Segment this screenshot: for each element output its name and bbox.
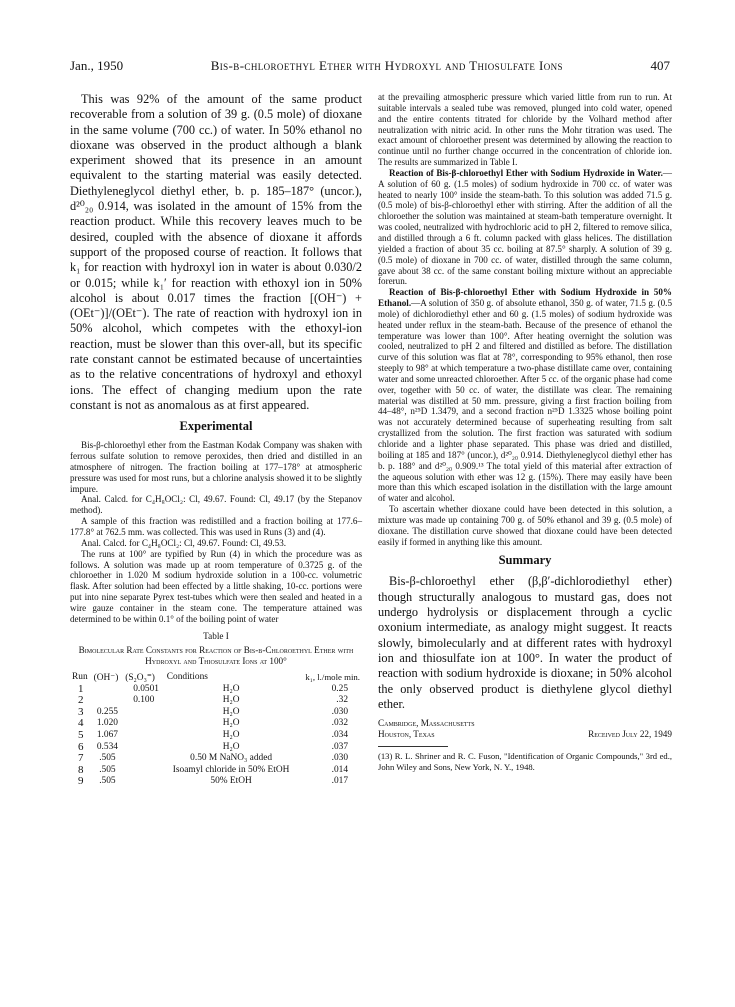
- continuation-paragraph: at the prevailing atmospheric pressure which varied little from run to run. At suitable intervals a sealed tube was removed, plunged into cold water, opened and the entire contents titrated for chloride by the Volhard method after neutralization with nitric acid. In other runs the Mohr titration was used. The exact amount of chloroether present was determined by allowing the reaction to continue until no further change occurred in the concentration of chloride ion. The results are summarized in Table I.: [378, 92, 672, 168]
- col-run: Run: [72, 672, 88, 683]
- header-date: Jan., 1950: [70, 58, 124, 73]
- cell-run: 7: [78, 752, 84, 765]
- col-oh: (OH⁻): [93, 672, 119, 683]
- cell-conditions: H₂O: [222, 741, 240, 752]
- cell-oh: .505: [99, 776, 116, 787]
- redistill-paragraph: A sample of this fraction was redistilled and a fraction boiling at 177.6–177.8° at 762.5 mm. was collected. This was used in Runs (3) and (4).: [70, 516, 362, 537]
- cell-oh: [92, 695, 124, 707]
- cell-k1: .32: [336, 695, 348, 706]
- cell-k1: .032: [331, 718, 348, 729]
- cell-oh: [92, 684, 124, 696]
- cell-conditions: H₂O: [222, 683, 240, 694]
- address-line-2: Houston, Texas: [378, 729, 435, 740]
- table-description: Bimolecular Rate Constants for Reaction of Bis-β-Chloroethyl Ether with Hydroxyl and Thiosulfate Ions at 100°: [78, 644, 354, 666]
- rate-constants-table: [70, 671, 362, 788]
- ethanol-reaction-body: —A solution of 350 g. of absolute ethanol, 350 g. of water, 71.5 g. (0.5 mole) of dichlorodiethyl ether and 60 g. (1.5 moles) of sodium hydroxide was heated under reflux in the steam-bath. Because of the presence of ethanol the temperature was lower than 100°. After heating overnight the solution was cooled, neutralized to pH 2 and filtered and distilled as before. The distillation curve of this solution was flat at 78°, corresponding to 95% ethanol, then rose steeply to 98° at which temperature a two-phase distillate came over, containing water and some unreacted chloroether. After 5 cc. of the organic phase had come over, together with 50 cc. of water, the distillate was clear. The remaining material was distilled at 50 mm. pressure, giving a first fraction boiling from 44–48°, n²⁵D 1.3479, and a second fraction n²⁵D 1.3325 whose boiling point was not accurately determined because of superheating resulting from salt crystallized from the solution. The first fraction was saturated with sodium chloride and a lighter phase separated. This phase was dried and distilled, boiling at 185 and 187° (uncor.), d²⁰₂₀ 0.914. Diethyleneglycol diethyl ether has b. p. 188° and d²⁰₂₀ 0.909.¹³ The total yield of this material after extraction of the aqueous solution with ether was 12 g. (15%). There may easily have been more than this which escaped isolation in the distillation with the large amount of water and alcohol.: [378, 298, 672, 504]
- col-s2o3: (S₂O₃⁼): [125, 672, 155, 683]
- right-column: [378, 92, 672, 772]
- table-row: [70, 776, 362, 788]
- table-row: [70, 695, 362, 707]
- cell-oh: .505: [99, 753, 116, 764]
- cell-conditions: 50% EtOH: [210, 776, 252, 787]
- cell-k1: .030: [331, 706, 348, 717]
- cell-s2o3: [123, 776, 165, 788]
- cell-run: 1: [78, 682, 84, 695]
- cell-run: 5: [78, 728, 84, 741]
- table-row: [70, 730, 362, 742]
- page-number: 407: [650, 58, 670, 73]
- cell-run: 9: [78, 775, 84, 788]
- water-reaction-title: Reaction of Bis-β-chloroethyl Ether with Sodium Hydroxide in Water.: [389, 167, 663, 178]
- materials-paragraph: Bis-β-chloroethyl ether from the Eastman Kodak Company was shaken with ferrous sulfate solution to remove peroxides, then dried and distilled in an atmosphere of nitrogen. The fraction boiling at 177–178° at atmospheric pressure was used for most runs, but a chlorine analysis showed it to be slightly impure.: [70, 440, 362, 494]
- cell-s2o3: [123, 765, 165, 777]
- summary-heading: Summary: [498, 553, 552, 568]
- cell-run: 3: [78, 705, 84, 718]
- address-row-2: [378, 729, 672, 740]
- table-row: [70, 718, 362, 730]
- table-header-row: [70, 671, 362, 684]
- table-body: [70, 684, 362, 788]
- procedure-paragraph: The runs at 100° are typified by Run (4) in which the procedure was as follows. A solution was made up at room temperature of 0.3725 g. of the chloroether in 1.020 M sodium hydroxide solution in a 100-cc. volumetric flask. After solution had been effected by a little shaking, 10-cc. portions were put into nine separate Pyrex test-tubes which were then sealed and heated in a wire gauze container in the steam cone. The temperature attained was determined to be within 0.1° of the boiling point of water: [70, 548, 362, 624]
- water-reaction-body: —A solution of 60 g. (1.5 moles) of sodium hydroxide in 700 cc. of water was heated to nearly 100° inside the steam-bath. To this solution was added 71.5 g. (0.5 mole) of bis-β-chloroethyl ether with stirring. After the addition of all the chloroether the solution was maintained at steam-bath temperature overnight. It was cooled, neutralized with hydrochloric acid to pH 2, filtered to remove silica, and distilled through a 6 ft. column packed with glass helices. The distillation yielded a fraction of about 35 cc. boiling at 87.5° sharply. A solution of 39 g. (0.5 mole) of dioxane in 700 cc. of water, distilled through the same column, gave about 38 cc. of the same constant boiling mixture without an appreciable forerun.: [378, 167, 672, 287]
- cell-run: 2: [78, 694, 84, 707]
- cell-k1: .037: [331, 741, 348, 752]
- water-reaction-paragraph: [378, 168, 672, 287]
- cell-run: 6: [78, 740, 84, 753]
- cell-oh: 1.020: [96, 718, 118, 729]
- cell-run: 4: [78, 717, 84, 730]
- cell-conditions: H₂O: [222, 718, 240, 729]
- footnote-rule: [378, 746, 448, 747]
- page-header: [70, 58, 670, 74]
- cell-conditions: Isoamyl chloride in 50% EtOH: [172, 764, 290, 775]
- cell-conditions: H₂O: [222, 706, 240, 717]
- cell-conditions: H₂O: [222, 695, 240, 706]
- cell-k1: .034: [331, 729, 348, 740]
- summary-paragraph: Bis-β-chloroethyl ether (β,β′-dichlorodiethyl ether) though structurally analogous to mustard gas, does not undergo hydrolysis or displacement through a cyclic oxonium intermediate, as analogy might suggest. It reacts slowly, bimolecularly and at different rates with hydroxyl ion and thiosulfate ion at 100°. In water the product of reaction with sodium hydroxide is dioxane; in 50% alcohol the only observed product is diethylene glycol diethyl ether.: [378, 574, 672, 711]
- cell-s2o3: 0.0501: [133, 683, 159, 694]
- analysis-1: Anal. Calcd. for C₄H₈OCl₂: Cl, 49.67. Found: Cl, 49.17 (by the Stepanov method).: [70, 494, 362, 516]
- cell-oh: 0.534: [96, 741, 118, 752]
- ethanol-reaction-title: Reaction of Bis-β-chloroethyl Ether with Sodium Hydroxide in 50% Ethanol.: [378, 287, 672, 309]
- address-line-1: Cambridge, Massachusetts: [378, 718, 475, 729]
- cell-conditions: H₂O: [222, 729, 240, 740]
- cell-s2o3: [123, 730, 165, 742]
- dioxane-check-paragraph: To ascertain whether dioxane could have been detected in this solution, a mixture was made up containing 700 g. of 50% ethanol and 39 g. (0.5 mole) of dioxane. The distillation curve showed that dioxane could have been detected easily if formed in anything like this amount.: [378, 504, 672, 547]
- cell-k1: .017: [331, 776, 348, 787]
- experimental-heading: Experimental: [179, 419, 253, 434]
- table-caption: Table I: [203, 630, 229, 641]
- table-row: [70, 742, 362, 754]
- cell-s2o3: 0.100: [133, 695, 155, 706]
- cell-s2o3: [123, 753, 165, 765]
- cell-s2o3: [123, 707, 165, 719]
- cell-oh: .505: [99, 764, 116, 775]
- cell-conditions: 0.50 M NaNO₃ added: [190, 753, 273, 764]
- cell-k1: .014: [331, 764, 348, 775]
- left-column: [70, 92, 362, 788]
- table-row: [70, 765, 362, 777]
- header-title: Bis-β-chloroethyl Ether with Hydroxyl and Thiosulfate Ions: [210, 58, 563, 73]
- table-row: [70, 684, 362, 696]
- footnote-13: (13) R. L. Shriner and R. C. Fuson, "Identification of Organic Compounds," 3rd ed., John Wiley and Sons, New York, N. Y., 1948.: [378, 751, 672, 772]
- cell-run: 8: [78, 763, 84, 776]
- cell-oh: 1.067: [96, 729, 118, 740]
- cell-s2o3: [123, 718, 165, 730]
- intro-paragraph: This was 92% of the amount of the same product recoverable from a solution of 39 g. (0.5 mole) of dioxane in the same volume (700 cc.) of water. In 50% ethanol no dioxane was observed in the product although a blank experiment showed that its presence in an amount equivalent to the starting material was easily detected. Diethyleneglycol diethyl ether, b. p. 185–187° (uncor.), d²⁰₂₀ 0.914, was isolated in the amount of 15% from the reaction product. While this recovery leaves much to be desired, coupled with the absence of dioxane it affords support of the proposed course of reaction. It follows that k₁ for reaction with hydroxyl ion in water is about 0.030/2 or 0.015; while k₁′ for reaction with ethoxyl ion in 50% alcohol is about 0.017 times the fraction [(OH⁻) + (OEt⁻)]/(OEt⁻). The rate of reaction with hydroxyl ion in 50% alcohol, which competes with the ethoxyl-ion reaction, must be slower than this over-all, but its specific rate constant cannot be estimated because of uncertainties as to the relative concentrations of hydroxyl and ethoxyl ions. The effect of changing medium upon the rate constant is not as anomalous as at first appeared.: [70, 92, 362, 412]
- cell-s2o3: [123, 742, 165, 754]
- cell-k1: .030: [331, 753, 348, 764]
- cell-oh: 0.255: [96, 706, 118, 717]
- author-address: [378, 718, 672, 740]
- cell-k1: 0.25: [331, 683, 348, 694]
- table-row: [70, 707, 362, 719]
- col-k1: k₁, l./mole min.: [305, 672, 360, 683]
- ethanol-reaction-paragraph: [378, 287, 672, 504]
- table-row: [70, 753, 362, 765]
- received-date: Received July 22, 1949: [588, 729, 672, 740]
- col-conditions: Conditions: [166, 672, 208, 683]
- analysis-2: Anal. Calcd. for C₄H₈OCl₂: Cl, 49.67. Found: Cl, 49.53.: [81, 537, 287, 548]
